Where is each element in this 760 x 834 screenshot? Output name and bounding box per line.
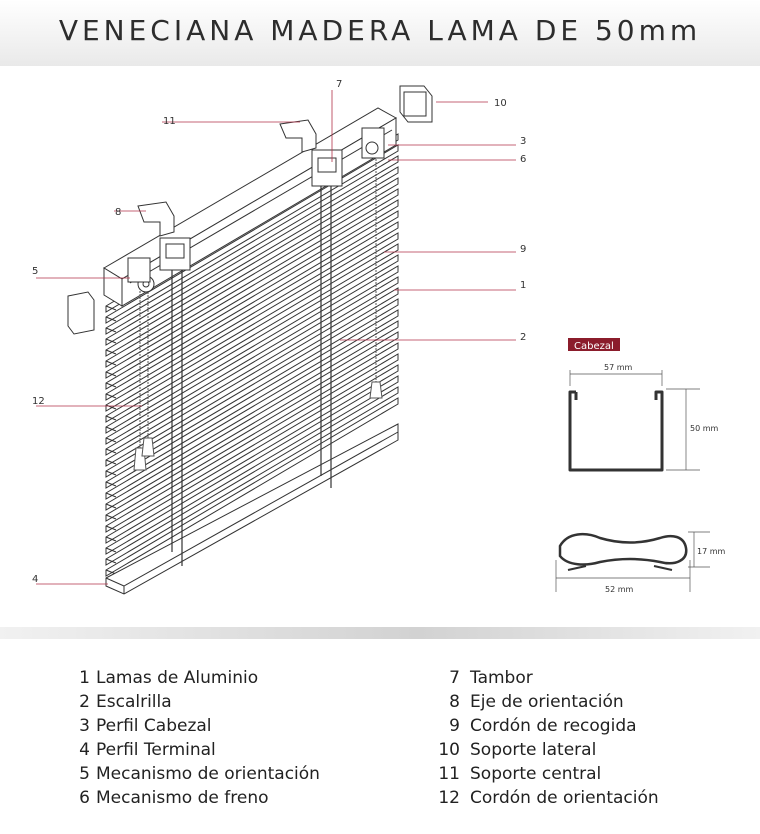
callout-9: 9 bbox=[520, 244, 527, 255]
head-profile bbox=[568, 338, 719, 470]
legend-item bbox=[60, 690, 320, 714]
section-divider bbox=[0, 627, 760, 639]
callout-10: 10 bbox=[494, 98, 507, 109]
leader-lines bbox=[36, 90, 516, 584]
legend-label: Mecanismo de freno bbox=[96, 788, 269, 808]
legend-label: Perfil Cabezal bbox=[96, 716, 212, 736]
legend-label: Tambor bbox=[470, 668, 533, 688]
legend-label: Mecanismo de orientación bbox=[96, 764, 320, 784]
legend-number: 12 bbox=[438, 788, 460, 808]
callout-1: 1 bbox=[520, 280, 527, 291]
callout-8: 8 bbox=[115, 207, 122, 218]
legend-number: 9 bbox=[449, 716, 460, 736]
legend-label: Cordón de recogida bbox=[470, 716, 637, 736]
legend-label: Cordón de orientación bbox=[470, 788, 659, 808]
legend-label: Perfil Terminal bbox=[96, 740, 216, 760]
callout-7: 7 bbox=[336, 79, 343, 90]
legend-item bbox=[60, 738, 320, 762]
legend-item bbox=[60, 762, 320, 786]
legend-label: Soporte lateral bbox=[470, 740, 597, 760]
legend-number: 1 bbox=[79, 668, 90, 688]
legend-number: 10 bbox=[438, 740, 460, 760]
callout-6: 6 bbox=[520, 154, 527, 165]
legend-item bbox=[432, 714, 659, 738]
legend-item bbox=[432, 762, 659, 786]
legend-number: 3 bbox=[79, 716, 90, 736]
legend-number: 5 bbox=[79, 764, 90, 784]
legend-item bbox=[432, 690, 659, 714]
slat-width-label: 52 mm bbox=[605, 585, 634, 594]
legend-item bbox=[60, 786, 320, 810]
slat-height-label: 17 mm bbox=[697, 547, 726, 556]
legend-number: 2 bbox=[79, 692, 90, 712]
callout-2: 2 bbox=[520, 332, 527, 343]
header-bar bbox=[0, 0, 760, 66]
legend-item bbox=[432, 786, 659, 810]
profile-badge-label: Cabezal bbox=[574, 341, 614, 352]
legend-label: Escalrilla bbox=[96, 692, 172, 712]
legend-number: 11 bbox=[438, 764, 460, 784]
legend-left bbox=[60, 666, 320, 810]
legend-item bbox=[60, 666, 320, 690]
legend-right bbox=[432, 666, 659, 810]
legend-label: Lamas de Aluminio bbox=[96, 668, 259, 688]
callout-12: 12 bbox=[32, 396, 45, 407]
legend-label: Eje de orientación bbox=[470, 692, 624, 712]
page-title: VENECIANA MADERA LAMA DE 50mm bbox=[58, 14, 702, 47]
legend-item bbox=[60, 714, 320, 738]
callout-4: 4 bbox=[32, 574, 39, 585]
callout-5: 5 bbox=[32, 266, 39, 277]
legend-number: 7 bbox=[449, 668, 460, 688]
blind-diagram bbox=[0, 66, 760, 626]
legend-item bbox=[432, 738, 659, 762]
legend-number: 4 bbox=[79, 740, 90, 760]
legend-number: 6 bbox=[79, 788, 90, 808]
head-height-label: 50 mm bbox=[690, 424, 719, 433]
callout-3: 3 bbox=[520, 136, 527, 147]
slat-profile bbox=[556, 532, 726, 594]
legend-number: 8 bbox=[449, 692, 460, 712]
head-width-label: 57 mm bbox=[604, 363, 633, 372]
legend-label: Soporte central bbox=[470, 764, 602, 784]
callout-11: 11 bbox=[163, 116, 176, 127]
legend-item bbox=[432, 666, 659, 690]
